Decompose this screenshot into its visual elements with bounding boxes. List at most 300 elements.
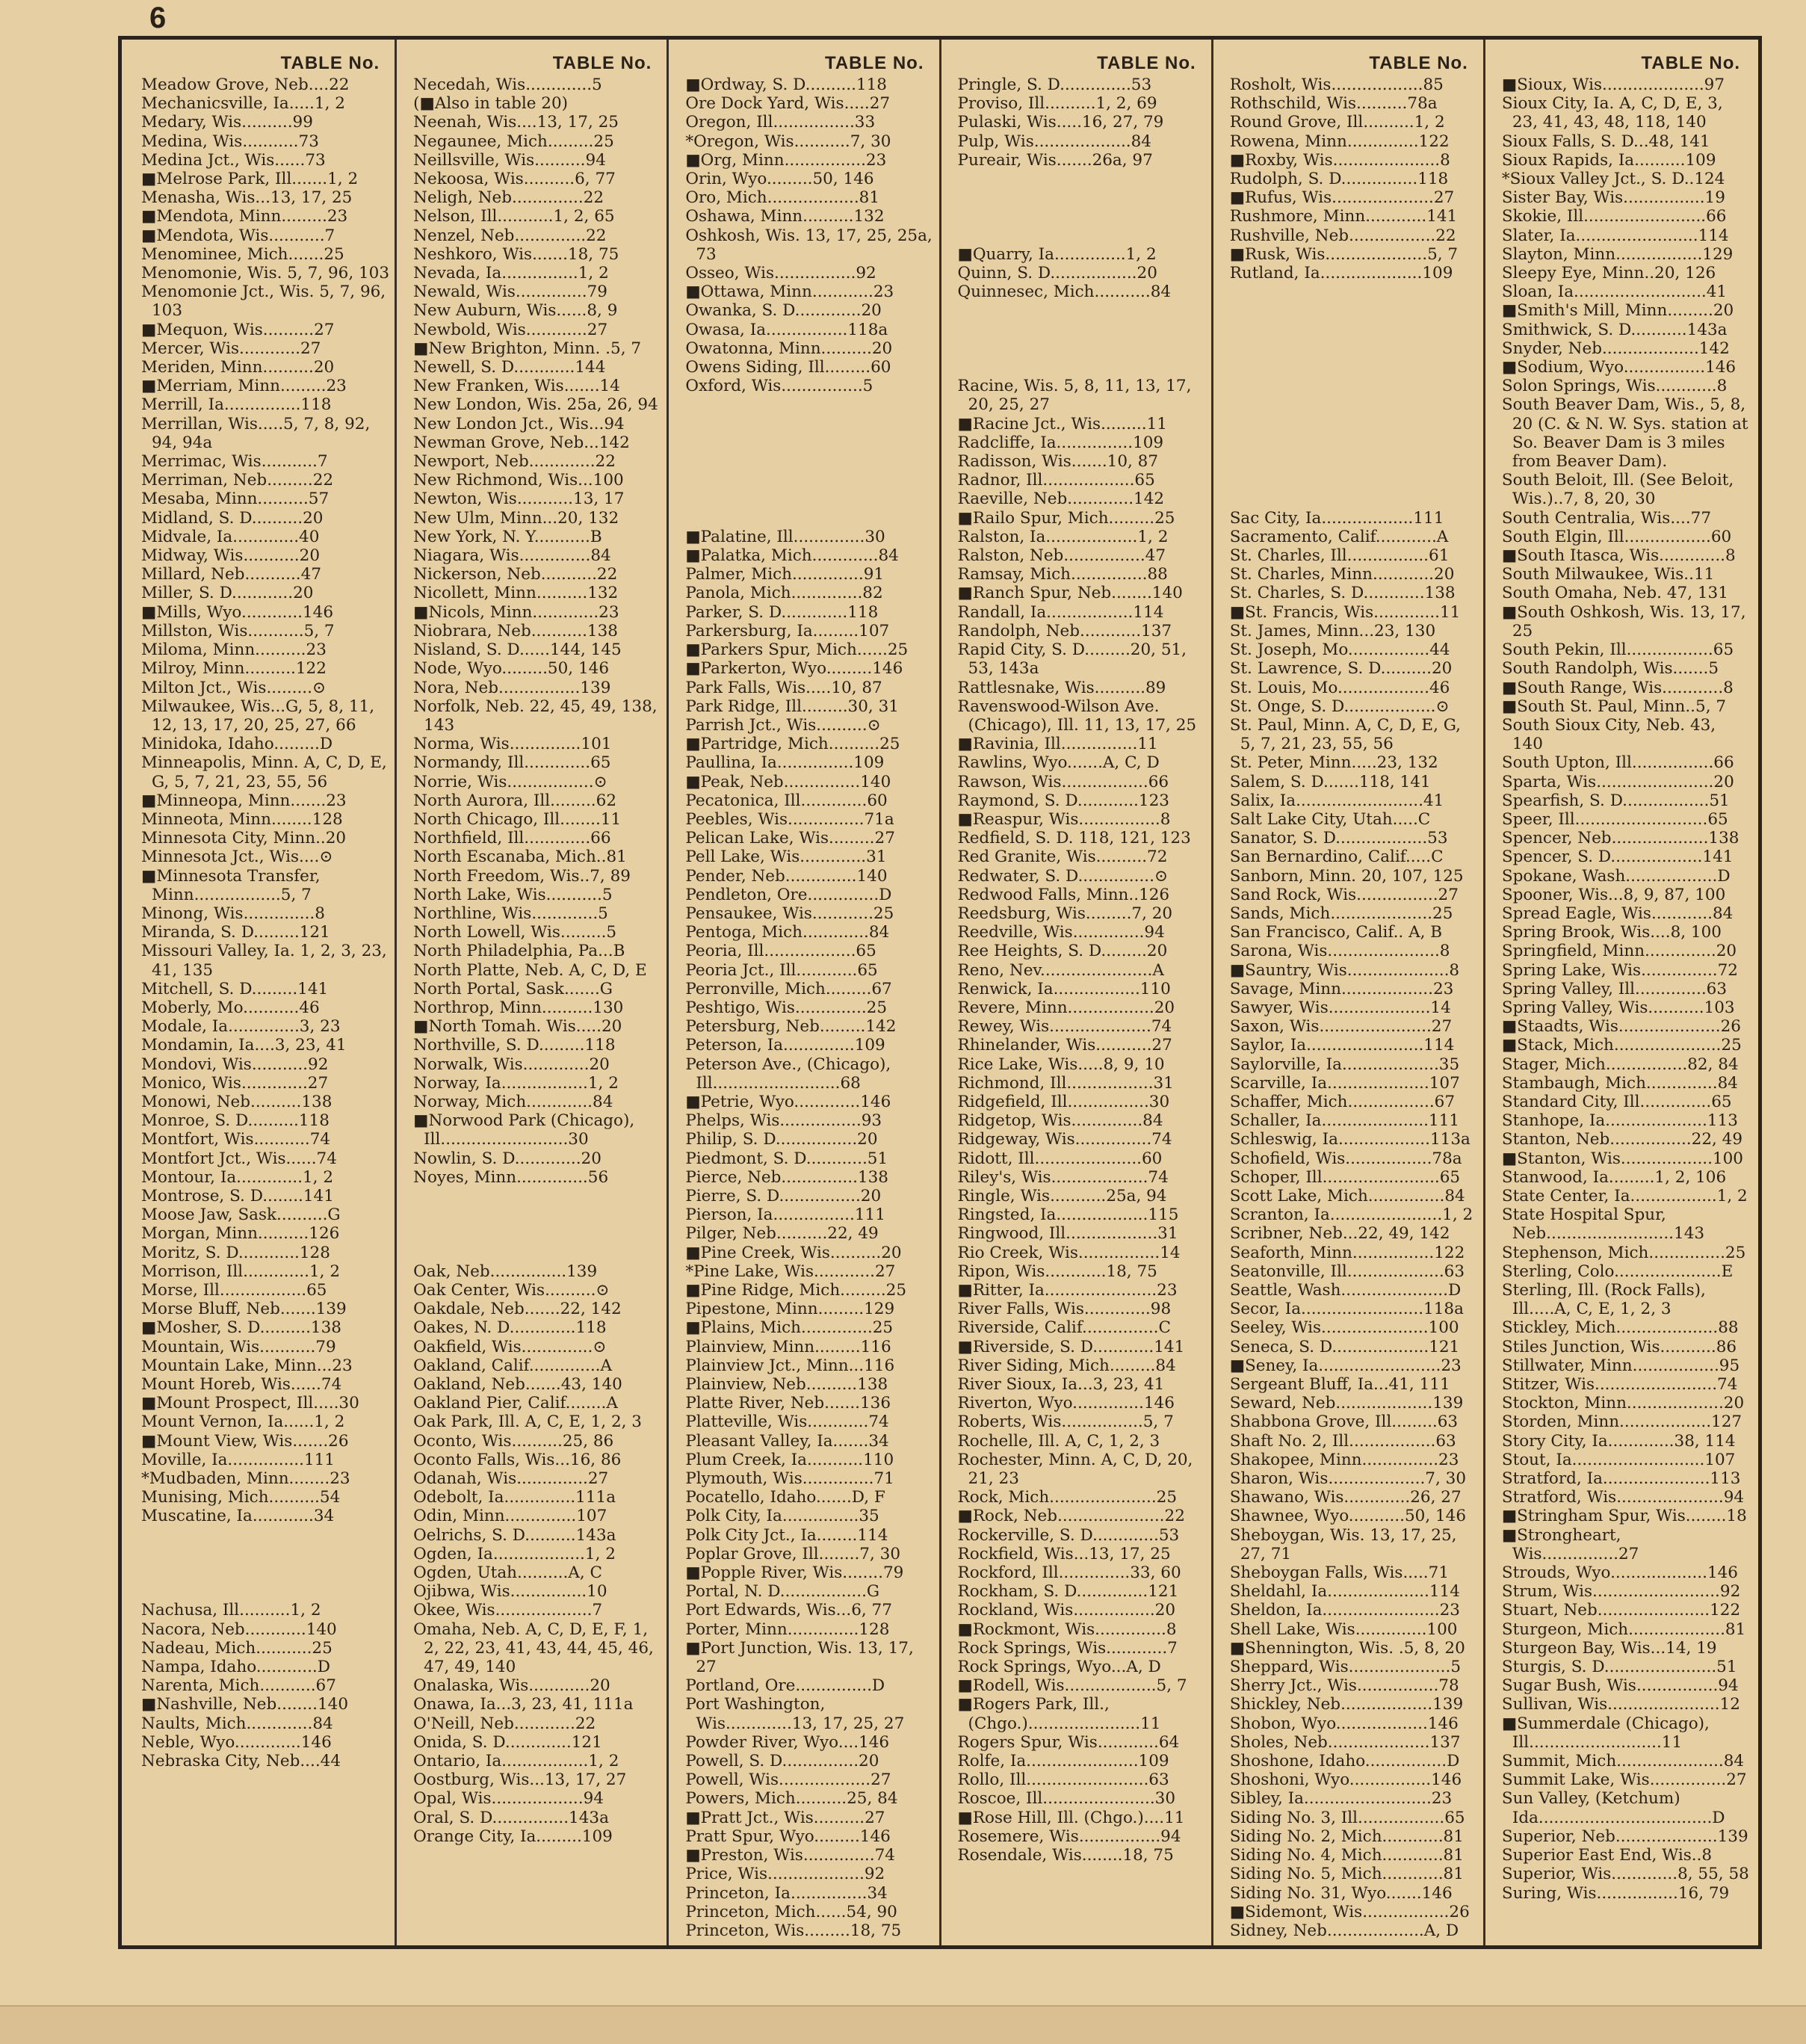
index-entry: Newman Grove, Neb...142 bbox=[413, 433, 630, 452]
index-entry: ■Sidemont, Wis.................26 bbox=[1229, 1902, 1470, 1921]
index-entry: Shakopee, Minn...............23 bbox=[1229, 1450, 1459, 1469]
index-entry: South Beaver Dam, Wis., 5, 8, 20 (C. & N. W. Sys. station at So. Beaver Dam is 3 miles from Beaver Dam). bbox=[1501, 395, 1754, 472]
index-entry: Osseo, Wis................92 bbox=[685, 264, 876, 283]
index-entry: New London Jct., Wis...94 bbox=[413, 414, 625, 433]
index-entry: Renwick, Ia.................110 bbox=[957, 979, 1171, 998]
index-entry: Rhinelander, Wis...........27 bbox=[957, 1036, 1172, 1055]
index-entry: ■North Tomah. Wis.....20 bbox=[413, 1017, 622, 1037]
index-entry: Sarona, Wis......................8 bbox=[1229, 942, 1450, 961]
index-entry: Peterson Ave., (Chicago), Ill.........................68 bbox=[685, 1055, 897, 1093]
index-entry: Mesaba, Minn..........57 bbox=[141, 490, 330, 509]
index-entry: Rollo, Ill........................63 bbox=[957, 1770, 1169, 1790]
index-entry: Rosholt, Wis..................85 bbox=[1229, 75, 1444, 94]
index-entry: Owatonna, Minn..........20 bbox=[685, 339, 893, 358]
index-entry: San Francisco, Calif.. A, B bbox=[1229, 923, 1443, 942]
index-entry: Plainview, Minn.........116 bbox=[685, 1337, 891, 1356]
index-entry: Merrillan, Wis.....5, 7, 8, 92, 94, 94a bbox=[141, 414, 376, 452]
index-entry: Sheppard, Wis....................5 bbox=[1229, 1658, 1462, 1677]
index-entry: Seeley, Wis.....................100 bbox=[1229, 1318, 1459, 1338]
index-entry: North Freedom, Wis..7, 89 bbox=[413, 866, 631, 886]
index-entry: Ringle, Wis...........25a, 94 bbox=[957, 1186, 1167, 1205]
index-entry: Rowena, Minn..............122 bbox=[1229, 132, 1450, 151]
index-entry: Montfort, Wis...........74 bbox=[141, 1130, 331, 1149]
index-entry: Randall, Ia.................114 bbox=[957, 602, 1164, 622]
index-entry: St. Charles, Ill................61 bbox=[1229, 546, 1450, 566]
index-entry: Odebolt, Ia..............111a bbox=[413, 1488, 616, 1507]
index-entry: Mountain, Wis...........79 bbox=[141, 1337, 336, 1356]
index-entry: Rudolph, S. D...............118 bbox=[1229, 170, 1449, 189]
index-entry: Missouri Valley, Ia. 1, 2, 3, 23, 41, 135 bbox=[141, 942, 392, 980]
section-spacer bbox=[413, 1224, 662, 1243]
index-entry: Ogden, Utah..........A, C bbox=[413, 1563, 602, 1583]
index-entry: Mount Horeb, Wis......74 bbox=[141, 1375, 342, 1395]
index-entry: Pilger, Neb..........22, 49 bbox=[685, 1224, 879, 1244]
index-entry: Moberly, Mo...........46 bbox=[141, 998, 320, 1017]
index-entry: Richmond, Ill.................31 bbox=[957, 1073, 1174, 1093]
index-entry: Sullivan, Wis......................12 bbox=[1501, 1695, 1740, 1714]
index-entry: New Auburn, Wis......8, 9 bbox=[413, 301, 618, 321]
index-entry: *Sioux Valley Jct., S. D..124 bbox=[1501, 170, 1725, 189]
index-entry: Nacora, Neb............140 bbox=[141, 1620, 337, 1639]
index-entry: Meadow Grove, Neb....22 bbox=[141, 75, 350, 94]
index-entry: Nelson, Ill...........1, 2, 65 bbox=[413, 207, 615, 226]
index-entry: South Centralia, Wis....77 bbox=[1501, 508, 1712, 528]
section-spacer bbox=[685, 471, 934, 490]
index-entry: Stiles Junction, Wis...........86 bbox=[1501, 1337, 1737, 1356]
index-entry: Oakland, Calif..............A bbox=[413, 1356, 613, 1375]
index-entry: Oconto, Wis..........25, 86 bbox=[413, 1431, 614, 1451]
index-entry: San Bernardino, Calif.....C bbox=[1229, 847, 1444, 867]
index-entry: Oak, Neb...............139 bbox=[413, 1262, 598, 1281]
index-entry: New York, N. Y...........B bbox=[413, 527, 602, 546]
index-entry: Millard, Neb...........47 bbox=[141, 565, 322, 584]
section-spacer bbox=[685, 509, 934, 528]
index-entry: Rice Lake, Wis.....8, 9, 10 bbox=[957, 1055, 1165, 1074]
index-entry: Schofield, Wis.................78a bbox=[1229, 1149, 1462, 1168]
index-entry: Pureair, Wis.......26a, 97 bbox=[957, 150, 1153, 170]
index-entry: Ridott, Ill.....................60 bbox=[957, 1149, 1163, 1168]
index-entry: Secor, Ia........................118a bbox=[1229, 1300, 1464, 1319]
index-entry: Ogden, Ia..................1, 2 bbox=[413, 1544, 616, 1563]
index-entry: Storden, Minn..................127 bbox=[1501, 1412, 1742, 1432]
index-entry: ■Org, Minn................23 bbox=[685, 150, 887, 170]
index-entry: Rockerville, S. D.............53 bbox=[957, 1525, 1180, 1545]
index-entry: Stuart, Neb......................122 bbox=[1501, 1601, 1741, 1620]
index-entry: Riley's, Wis...................74 bbox=[957, 1167, 1169, 1187]
index-entry: Onida, S. D.............121 bbox=[413, 1732, 602, 1752]
index-entry: Radnor, Ill..................65 bbox=[957, 471, 1155, 490]
index-entry: Paullina, Ia...............109 bbox=[685, 753, 885, 773]
index-entry: Nenzel, Neb..............22 bbox=[413, 226, 607, 245]
index-entry: Shaft No. 2, Ill.................63 bbox=[1229, 1431, 1456, 1451]
index-entry: Smithwick, S. D...........143a bbox=[1501, 320, 1728, 339]
index-entry: ■Sodium, Wyo................146 bbox=[1501, 358, 1737, 377]
index-entry: ■Shennington, Wis. .5, 8, 20 bbox=[1229, 1638, 1465, 1658]
index-entry: Stephenson, Mich...............25 bbox=[1501, 1243, 1746, 1262]
page-bottom-edge bbox=[0, 2005, 1806, 2044]
index-entry: ■Mequon, Wis..........27 bbox=[141, 320, 335, 339]
index-entry: Ridgefield, Ill................30 bbox=[957, 1092, 1170, 1111]
index-entry: Ripon, Wis............18, 75 bbox=[957, 1262, 1157, 1281]
index-entry: Newell, S. D............144 bbox=[413, 358, 606, 377]
index-entry: Strouds, Wyo...................146 bbox=[1501, 1563, 1738, 1583]
index-entry: Rio Creek, Wis................14 bbox=[957, 1243, 1181, 1262]
index-entry: Siding No. 2, Mich............81 bbox=[1229, 1827, 1464, 1846]
index-entry: Sharon, Wis...................7, 30 bbox=[1229, 1469, 1467, 1489]
index-entry: Montour, Ia.............1, 2 bbox=[141, 1167, 334, 1187]
index-entry: Pentoga, Mich.............84 bbox=[685, 923, 890, 942]
index-entry: Noyes, Minn..............56 bbox=[413, 1167, 609, 1187]
index-entry: Neillsville, Wis..........94 bbox=[413, 150, 606, 170]
index-entry: Racine, Wis. 5, 8, 11, 13, 17, 20, 25, 27 bbox=[957, 377, 1197, 415]
index-entry: ■Merriam, Minn.........23 bbox=[141, 377, 347, 396]
index-entry: North Escanaba, Mich..81 bbox=[413, 847, 627, 867]
index-entry: Reno, Nev......................A bbox=[957, 960, 1164, 980]
index-entry: Pleasant Valley, Ia.......34 bbox=[685, 1431, 889, 1451]
column-header: TABLE No. bbox=[1097, 53, 1196, 73]
index-entry: ■Quarry, Ia..............1, 2 bbox=[957, 244, 1157, 264]
index-entry: Shoshone, Idaho................D bbox=[1229, 1752, 1460, 1771]
index-entry: Normandy, Ill.............65 bbox=[413, 753, 611, 773]
index-entry: Stout, Ia..........................107 bbox=[1501, 1450, 1736, 1469]
index-column bbox=[941, 40, 1213, 1945]
index-entry: Park Ridge, Ill.........30, 31 bbox=[685, 697, 899, 716]
index-entry: ■South Itasca, Wis.............8 bbox=[1501, 546, 1736, 566]
index-entry: Sparta, Wis.......................20 bbox=[1501, 772, 1734, 791]
index-entry: Miller, S. D............20 bbox=[141, 584, 314, 603]
section-spacer bbox=[1230, 301, 1479, 320]
index-entry: ■Mills, Wyo............146 bbox=[141, 602, 334, 622]
index-entry: South Beloit, Ill. (See Beloit, Wis.)..7, 8, 20, 30 bbox=[1501, 471, 1739, 509]
index-entry: Speer, Ill..........................65 bbox=[1501, 809, 1728, 829]
index-entry: Radcliffe, Ia...............109 bbox=[957, 433, 1164, 452]
index-entry: Rockford, Ill..............33, 60 bbox=[957, 1563, 1181, 1583]
index-entry: River Sioux, Ia...3, 23, 41 bbox=[957, 1375, 1165, 1395]
index-entry: Oakland Pier, Calif........A bbox=[413, 1394, 618, 1413]
index-entry: Stanton, Neb................22, 49 bbox=[1501, 1130, 1743, 1149]
index-entry: Rock, Mich.....................25 bbox=[957, 1488, 1178, 1507]
index-entry: Nora, Neb................139 bbox=[413, 678, 611, 697]
section-spacer bbox=[958, 207, 1207, 226]
index-entry: Mountain Lake, Minn...23 bbox=[141, 1356, 353, 1375]
index-entry: Ravenswood-Wilson Ave. (Chicago), Ill. 11, 13, 17, 25 bbox=[957, 697, 1197, 735]
index-entry: ■Roxby, Wis.....................8 bbox=[1229, 150, 1450, 170]
index-entry: Sheldahl, Ia....................114 bbox=[1229, 1582, 1460, 1602]
index-entry: *Mudbaden, Minn........23 bbox=[141, 1469, 350, 1489]
index-entry: Monico, Wis.............27 bbox=[141, 1073, 329, 1093]
section-spacer bbox=[1230, 282, 1479, 301]
index-entry: Rawlins, Wyo.......A, C, D bbox=[957, 753, 1160, 773]
index-entry: Schleswig, Ia..................113a bbox=[1229, 1130, 1471, 1149]
index-entry: New Ulm, Minn...20, 132 bbox=[413, 508, 619, 528]
index-entry: Skokie, Ill........................66 bbox=[1501, 207, 1727, 226]
index-entry: Muscatine, Ia............34 bbox=[141, 1507, 335, 1526]
index-entry: ■Rose Hill, Ill. (Chgo.)....11 bbox=[957, 1808, 1185, 1827]
index-entry: Orin, Wyo.........50, 146 bbox=[685, 170, 874, 189]
index-entry: Onawa, Ia...3, 23, 41, 111a bbox=[413, 1695, 634, 1714]
section-spacer bbox=[685, 395, 934, 414]
index-entry: Oakland, Neb.......43, 140 bbox=[413, 1375, 622, 1395]
index-entry: New Richmond, Wis...100 bbox=[413, 471, 624, 490]
index-entry: Redwood Falls, Minn..126 bbox=[957, 885, 1170, 904]
section-spacer bbox=[1230, 358, 1479, 377]
index-entry: ■Strongheart, Wis...............27 bbox=[1501, 1525, 1639, 1563]
section-spacer bbox=[1230, 452, 1479, 471]
index-entry: Sanator, S. D..................53 bbox=[1229, 829, 1448, 848]
index-entry: Sac City, Ia..................111 bbox=[1229, 508, 1444, 528]
index-entry: Ridgeway, Wis...............74 bbox=[957, 1130, 1172, 1149]
index-entry: Norway, Mich.............84 bbox=[413, 1092, 613, 1111]
index-entry: Sholes, Neb....................137 bbox=[1229, 1732, 1461, 1752]
section-spacer bbox=[958, 170, 1207, 188]
index-entry: Minnesota City, Minn..20 bbox=[141, 829, 347, 848]
index-entry: Spring Brook, Wis....8, 100 bbox=[1501, 923, 1722, 942]
index-entry: ■Stanton, Wis..................100 bbox=[1501, 1149, 1743, 1168]
index-entry: Morse Bluff, Neb.......139 bbox=[141, 1300, 347, 1319]
page-number: 6 bbox=[149, 1, 167, 34]
index-entry: Sands, Mich....................25 bbox=[1229, 904, 1453, 923]
index-entry: Salem, S. D.......118, 141 bbox=[1229, 772, 1431, 791]
index-entry: O'Neill, Neb............22 bbox=[413, 1714, 596, 1733]
index-entry: Oral, S. D...............143a bbox=[413, 1808, 609, 1827]
index-entry: *Pine Lake, Wis............27 bbox=[685, 1262, 896, 1281]
index-entry: Oxford, Wis................5 bbox=[685, 377, 873, 396]
section-spacer bbox=[958, 226, 1207, 245]
index-entry: Minnesota Jct., Wis....⊙ bbox=[141, 847, 333, 867]
index-entry: Moritz, S. D............128 bbox=[141, 1243, 330, 1262]
index-entry: ■Stack, Mich.....................25 bbox=[1501, 1036, 1742, 1055]
entry-list bbox=[685, 75, 938, 1940]
index-entry: Roberts, Wis................5, 7 bbox=[957, 1412, 1174, 1432]
index-entry: Powder River, Wyo....146 bbox=[685, 1732, 890, 1752]
section-spacer bbox=[958, 358, 1207, 377]
index-entry: Northline, Wis.............5 bbox=[413, 904, 608, 923]
index-entry: ■Minnesota Transfer, Minn.................5, 7 bbox=[141, 866, 326, 904]
index-entry: Scott Lake, Mich...............84 bbox=[1229, 1186, 1465, 1205]
index-entry: ■Ottawa, Minn............23 bbox=[685, 282, 894, 302]
index-entry: ■Staadts, Wis....................26 bbox=[1501, 1017, 1741, 1037]
index-entry: Peebles, Wis...............71a bbox=[685, 809, 894, 829]
section-spacer bbox=[1230, 415, 1479, 433]
index-entry: Mondovi, Wis...........92 bbox=[141, 1055, 329, 1074]
index-entry: Rapid City, S. D.........20, 51, 53, 143a bbox=[957, 640, 1192, 679]
index-entry: Norma, Wis..............101 bbox=[413, 735, 612, 754]
index-entry: Rockfield, Wis...13, 17, 25 bbox=[957, 1544, 1171, 1563]
index-entry: ■Mount Prospect, Ill.....30 bbox=[141, 1394, 359, 1413]
index-entry: Stambaugh, Mich..............84 bbox=[1501, 1073, 1738, 1093]
section-spacer bbox=[685, 490, 934, 508]
section-spacer bbox=[1230, 321, 1479, 339]
index-entry: South Sioux City, Neb. 43, 140 bbox=[1501, 715, 1721, 754]
index-entry: Norrie, Wis.................⊙ bbox=[413, 772, 607, 791]
index-entry: Reedville, Wis..............94 bbox=[957, 923, 1165, 942]
index-entry: Minong, Wis..............8 bbox=[141, 904, 325, 923]
index-entry: Shobon, Wyo..................146 bbox=[1229, 1714, 1459, 1733]
index-entry: Merrimac, Wis...........7 bbox=[141, 452, 328, 472]
index-column bbox=[1213, 40, 1485, 1945]
index-entry: Midland, S. D..........20 bbox=[141, 508, 324, 528]
index-entry: Seatonville, Ill...................63 bbox=[1229, 1262, 1465, 1281]
index-column bbox=[125, 40, 397, 1945]
index-entry: Owens Siding, Ill.........60 bbox=[685, 358, 891, 377]
index-entry: Story City, Ia.............38, 114 bbox=[1501, 1431, 1736, 1451]
section-spacer bbox=[413, 1244, 662, 1262]
index-entry: ■Palatine, Ill..............30 bbox=[685, 527, 885, 546]
section-spacer bbox=[1230, 433, 1479, 452]
index-entry: New Franken, Wis.......14 bbox=[413, 377, 620, 396]
index-entry: Princeton, Ia...............34 bbox=[685, 1883, 888, 1903]
section-spacer bbox=[958, 321, 1207, 339]
index-entry: Siding No. 5, Mich............81 bbox=[1229, 1865, 1464, 1884]
index-entry: Parker, S. D.............118 bbox=[685, 602, 879, 622]
index-entry: Norfolk, Neb. 22, 45, 49, 138, 143 bbox=[413, 697, 663, 735]
index-entry: ■Rockmont, Wis..............8 bbox=[957, 1620, 1177, 1639]
index-entry: Ralston, Ia..................1, 2 bbox=[957, 527, 1169, 546]
index-entry: Pulp, Wis...................84 bbox=[957, 132, 1151, 151]
index-entry: Shoshoni, Wyo................146 bbox=[1229, 1770, 1462, 1790]
index-entry: Mercer, Wis............27 bbox=[141, 339, 321, 358]
index-entry: Oro, Mich..................81 bbox=[685, 188, 880, 208]
index-entry: Mechanicsville, Ia.....1, 2 bbox=[141, 94, 345, 114]
index-entry: Raymond, S. D............123 bbox=[957, 791, 1169, 810]
index-entry: Ringwood, Ill..................31 bbox=[957, 1224, 1178, 1244]
index-entry: Plum Creek, Ia...........110 bbox=[685, 1450, 894, 1469]
index-entry: Pender, Neb..............140 bbox=[685, 866, 888, 886]
index-entry: Odin, Minn..............107 bbox=[413, 1507, 607, 1526]
index-entry: Princeton, Mich......54, 90 bbox=[685, 1902, 897, 1921]
index-entry: State Hospital Spur, Neb.........................143 bbox=[1501, 1205, 1705, 1244]
index-entry: Platte River, Neb.......136 bbox=[685, 1394, 891, 1413]
index-entry: ■Railo Spur, Mich.........25 bbox=[957, 508, 1175, 528]
index-entry: ■Rock, Neb.....................22 bbox=[957, 1507, 1185, 1526]
entry-list bbox=[1230, 75, 1479, 1940]
index-entry: Modale, Ia..............3, 23 bbox=[141, 1017, 341, 1037]
index-entry: Saxon, Wis......................27 bbox=[1229, 1017, 1453, 1037]
index-entry: Siding No. 4, Mich............81 bbox=[1229, 1846, 1464, 1865]
index-entry: Rochester, Minn. A, C, D, 20, 21, 23 bbox=[957, 1450, 1199, 1489]
index-entry: Minidoka, Idaho.........D bbox=[141, 735, 333, 754]
index-entry: Oelrichs, S. D..........143a bbox=[413, 1525, 616, 1545]
index-entry: Rolfe, Ia......................109 bbox=[957, 1752, 1169, 1771]
index-entry: ■Preston, Wis..............74 bbox=[685, 1846, 895, 1865]
index-entry: Portal, N. D.................G bbox=[685, 1582, 880, 1602]
index-entry: Menasha, Wis...13, 17, 25 bbox=[141, 188, 353, 208]
index-entry: Parkersburg, Ia.........107 bbox=[685, 621, 890, 640]
index-entry: Naults, Mich.............84 bbox=[141, 1714, 333, 1733]
index-entry: Omaha, Neb. A, C, D, E, F, 1, 2, 22, 23, 41, 43, 44, 45, 46, 47, 49, 140 bbox=[413, 1620, 659, 1677]
section-spacer bbox=[685, 433, 934, 452]
index-entry: Oostburg, Wis...13, 17, 27 bbox=[413, 1770, 627, 1790]
index-entry: Schoper, Ill.......................65 bbox=[1229, 1167, 1461, 1187]
index-entry: Sheldon, Ia.......................23 bbox=[1229, 1601, 1460, 1620]
index-entry: Oconto Falls, Wis...16, 86 bbox=[413, 1450, 622, 1469]
index-entry: Stanwood, Ia.........1, 2, 106 bbox=[1501, 1167, 1727, 1187]
index-entry: Minneota, Minn........128 bbox=[141, 809, 343, 829]
index-entry: Miranda, S. D.........121 bbox=[141, 923, 330, 942]
index-entry: Sleepy Eye, Minn..20, 126 bbox=[1501, 264, 1716, 283]
index-entry: Sturgis, S. D......................51 bbox=[1501, 1658, 1737, 1677]
index-entry: Newbold, Wis............27 bbox=[413, 320, 608, 339]
index-entry: Mount Vernon, Ia......1, 2 bbox=[141, 1412, 345, 1432]
index-entry: North Portal, Sask.......G bbox=[413, 979, 613, 998]
index-entry: Sergeant Bluff, Ia...41, 111 bbox=[1229, 1375, 1450, 1395]
section-spacer bbox=[1230, 339, 1479, 358]
index-entry: Polk City, Ia...............35 bbox=[685, 1507, 879, 1526]
index-entry: Morgan, Minn..........126 bbox=[141, 1224, 340, 1244]
index-entry: North Philadelphia, Pa...B bbox=[413, 942, 625, 961]
index-entry: Spokane, Wash..................D bbox=[1501, 866, 1731, 886]
index-entry: Sioux Rapids, Ia..........109 bbox=[1501, 150, 1716, 170]
index-entry: Scribner, Neb...22, 49, 142 bbox=[1229, 1224, 1450, 1244]
index-entry: Snyder, Neb...................142 bbox=[1501, 339, 1730, 358]
index-entry: Ontario, Ia.................1, 2 bbox=[413, 1752, 619, 1771]
index-entry: North Lowell, Wis.........5 bbox=[413, 923, 617, 942]
index-entry: Quinnesec, Mich...........84 bbox=[957, 282, 1172, 302]
index-entry: Peoria, Ill..................65 bbox=[685, 942, 876, 961]
index-entry: Rattlesnake, Wis..........89 bbox=[957, 678, 1166, 697]
index-entry: Moose Jaw, Sask..........G bbox=[141, 1205, 341, 1225]
index-entry: Petersburg, Neb.........142 bbox=[685, 1017, 897, 1037]
section-spacer bbox=[685, 415, 934, 433]
index-entry: Seaforth, Minn................122 bbox=[1229, 1243, 1465, 1262]
index-entry: Pendleton, Ore..............D bbox=[685, 885, 892, 904]
index-entry: Nachusa, Ill..........1, 2 bbox=[141, 1601, 321, 1620]
index-entry: Plymouth, Wis..............71 bbox=[685, 1469, 894, 1489]
index-entry: Menomonie Jct., Wis. 5, 7, 96, 103 bbox=[141, 282, 391, 321]
index-entry: Proviso, Ill..........1, 2, 69 bbox=[957, 94, 1157, 114]
index-entry: Salt Lake City, Utah.....C bbox=[1229, 809, 1431, 829]
index-entry: ■Sauntry, Wis....................8 bbox=[1229, 960, 1460, 980]
index-entry: ■South Oshkosh, Wis. 13, 17, 25 bbox=[1501, 602, 1751, 640]
index-entry: ■Racine Jct., Wis.........11 bbox=[957, 414, 1167, 433]
index-entry: Menominee, Mich.......25 bbox=[141, 244, 344, 264]
index-entry: Poplar Grove, Ill........7, 30 bbox=[685, 1544, 901, 1563]
index-entry: Oshawa, Minn..........132 bbox=[685, 207, 885, 226]
index-entry: Montfort Jct., Wis......74 bbox=[141, 1149, 337, 1168]
index-entry: Neble, Wyo.............146 bbox=[141, 1732, 332, 1752]
index-entry: New London, Wis. 25a, 26, 94 bbox=[413, 395, 658, 415]
index-entry: ■Summerdale (Chicago), Ill..........................11 bbox=[1501, 1714, 1715, 1752]
index-entry: Rushville, Neb.................22 bbox=[1229, 226, 1456, 245]
index-entry: St. Lawrence, S. D..........20 bbox=[1229, 659, 1453, 679]
index-column bbox=[397, 40, 669, 1945]
index-entry: Menomonie, Wis. 5, 7, 96, 103 bbox=[141, 264, 390, 283]
index-entry: St. Charles, S. D............138 bbox=[1229, 584, 1456, 603]
index-entry: Redfield, S. D. 118, 121, 123 bbox=[957, 829, 1191, 848]
index-entry: Summit, Mich.....................84 bbox=[1501, 1752, 1745, 1771]
index-column bbox=[669, 40, 941, 1945]
index-entry: Scranton, Ia......................1, 2 bbox=[1229, 1205, 1473, 1225]
section-spacer bbox=[141, 1563, 390, 1582]
column-header: TABLE No. bbox=[552, 53, 652, 73]
index-entry: Medina Jct., Wis......73 bbox=[141, 150, 326, 170]
index-entry: Stitzer, Wis........................74 bbox=[1501, 1375, 1738, 1395]
index-entry: Spooner, Wis...8, 9, 87, 100 bbox=[1501, 885, 1726, 904]
index-entry: Medina, Wis...........73 bbox=[141, 132, 319, 151]
index-entry: Milton Jct., Wis.........⊙ bbox=[141, 678, 326, 697]
index-entry: St. Peter, Minn.....23, 132 bbox=[1229, 753, 1438, 773]
index-entry: ■Rogers Park, Ill., (Chgo.)......................11 bbox=[957, 1695, 1161, 1733]
index-entry: ■Nashville, Neb........140 bbox=[141, 1695, 349, 1714]
index-entry: Northfield, Ill.............66 bbox=[413, 829, 611, 848]
index-entry: Oshkosh, Wis. 13, 17, 25, 25a, 73 bbox=[685, 226, 938, 264]
index-entry: Midvale, Ia.............40 bbox=[141, 527, 320, 546]
index-entry: Peshtigo, Wis..............25 bbox=[685, 998, 888, 1017]
index-entry: Milwaukee, Wis...G, 5, 8, 11, 12, 13, 17, 20, 25, 27, 66 bbox=[141, 697, 380, 735]
index-entry: Pensaukee, Wis............25 bbox=[685, 904, 894, 923]
index-entry: Pierre, S. D................20 bbox=[685, 1186, 882, 1205]
entry-list bbox=[958, 75, 1207, 1865]
